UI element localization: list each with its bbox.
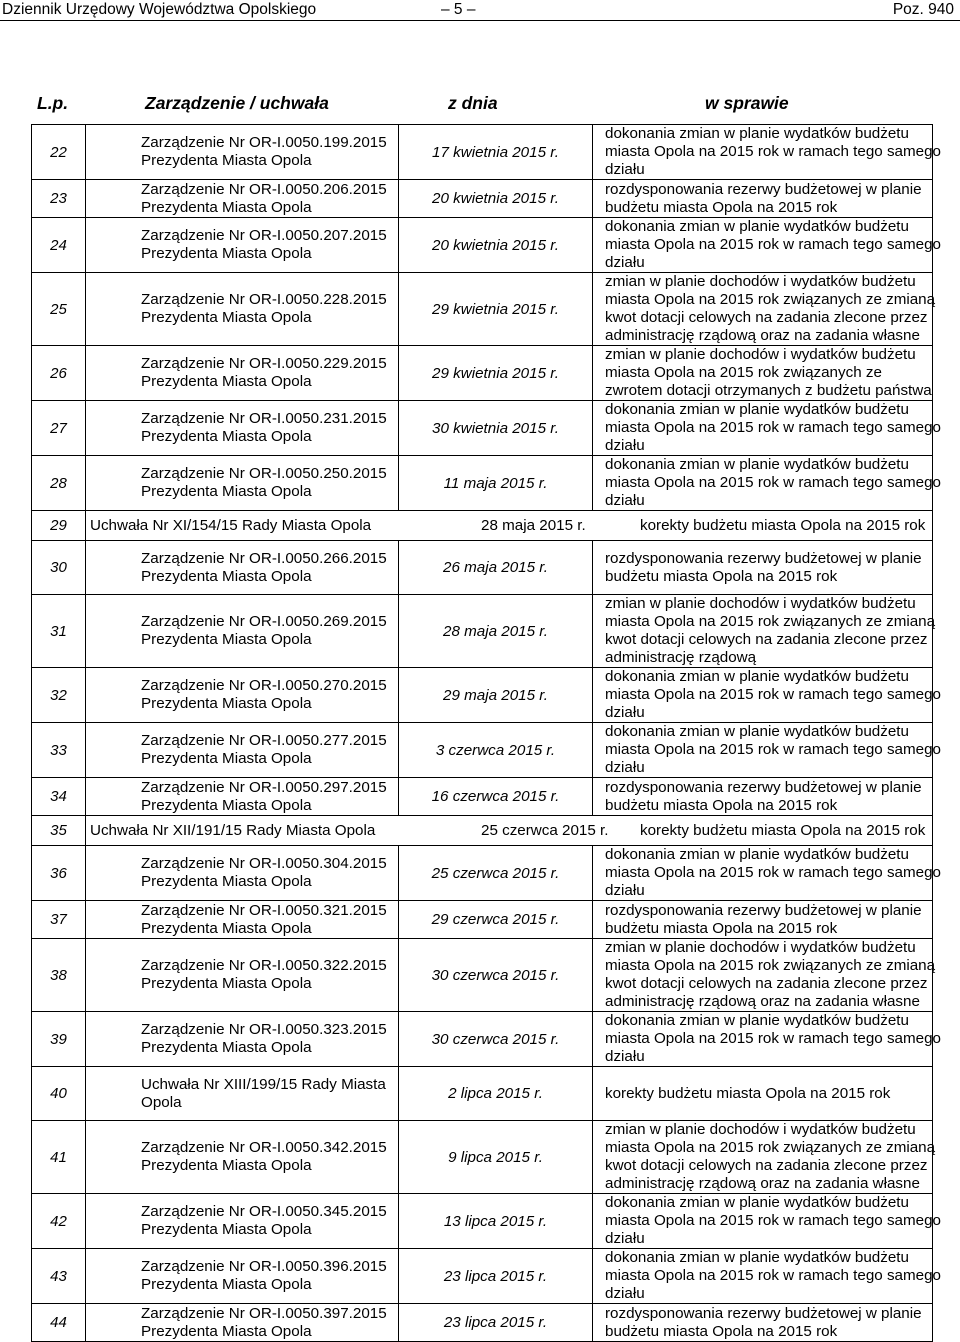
- row-number: 27: [32, 401, 86, 456]
- date-cell: 26 maja 2015 r.: [399, 541, 593, 595]
- date-cell: 29 czerwca 2015 r.: [399, 901, 593, 939]
- subject-cell: [593, 595, 936, 668]
- subject-cell: [593, 125, 941, 180]
- act-line: Zarządzenie Nr OR-I.0050.322.2015: [141, 957, 387, 974]
- table-row: [32, 846, 933, 901]
- act-line: Zarządzenie Nr OR-I.0050.396.2015: [141, 1258, 387, 1275]
- table-row: [32, 541, 933, 595]
- table-row: [32, 1194, 933, 1249]
- table-row: [32, 1121, 933, 1194]
- inline-row-content: [86, 816, 933, 846]
- date-cell: 17 kwietnia 2015 r.: [399, 125, 593, 180]
- act-line: Zarządzenie Nr OR-I.0050.345.2015: [141, 1203, 387, 1220]
- act-line: Opola: [141, 1093, 182, 1111]
- subject-line: miasta Opola na 2015 rok w ramach tego samego: [605, 864, 941, 881]
- act-line: Prezydenta Miasta Opola: [141, 309, 312, 326]
- subject-cell: [593, 939, 936, 1012]
- act-cell: [86, 346, 399, 401]
- subject-line: działu: [605, 1285, 645, 1302]
- page-header: [0, 0, 960, 21]
- subject-cell: [593, 723, 941, 778]
- date-cell: 23 lipca 2015 r.: [399, 1304, 593, 1342]
- row-number: 36: [32, 846, 86, 901]
- subject-line: miasta Opola na 2015 rok w ramach tego samego: [605, 741, 941, 758]
- act-cell: [86, 595, 399, 668]
- page-number: – 5 –: [441, 1, 476, 18]
- subject-line: rozdysponowania rezerwy budżetowej w planie: [605, 1304, 922, 1322]
- table-row: [32, 180, 933, 218]
- subject-line: miasta Opola na 2015 rok w ramach tego samego: [605, 1267, 941, 1284]
- act-cell: [86, 1067, 399, 1121]
- table-row: [32, 346, 933, 401]
- subject-line: administrację rządową: [605, 649, 757, 666]
- date-cell: 25 czerwca 2015 r.: [399, 846, 593, 901]
- subject-line: miasta Opola na 2015 rok w ramach tego samego: [605, 419, 941, 436]
- act-line: Zarządzenie Nr OR-I.0050.304.2015: [141, 855, 387, 872]
- table-row: [32, 1249, 933, 1304]
- date-cell: 30 kwietnia 2015 r.: [399, 401, 593, 456]
- table-row: [32, 1304, 933, 1342]
- act-line: Prezydenta Miasta Opola: [141, 1322, 312, 1340]
- row-number: 41: [32, 1121, 86, 1194]
- date-cell: 11 maja 2015 r.: [399, 456, 593, 511]
- row-number: 40: [32, 1067, 86, 1121]
- act-subject: korekty budżetu miasta Opola na 2015 rok: [640, 517, 926, 534]
- row-number: 38: [32, 939, 86, 1012]
- subject-line: kwot dotacji celowych na zadania zlecone przez: [605, 975, 928, 992]
- act-subject: korekty budżetu miasta Opola na 2015 rok: [640, 822, 926, 839]
- act-line: Zarządzenie Nr OR-I.0050.228.2015: [141, 291, 387, 308]
- date-cell: 29 kwietnia 2015 r.: [399, 273, 593, 346]
- date-cell: 29 kwietnia 2015 r.: [399, 346, 593, 401]
- act-line: Zarządzenie Nr OR-I.0050.266.2015: [141, 549, 387, 567]
- subject-line: miasta Opola na 2015 rok w ramach tego samego: [605, 474, 941, 491]
- act-line: Zarządzenie Nr OR-I.0050.342.2015: [141, 1139, 387, 1156]
- subject-cell: [593, 1249, 941, 1304]
- subject-line: dokonania zmian w planie wydatków budżetu: [605, 218, 909, 235]
- act-line: Prezydenta Miasta Opola: [141, 198, 312, 216]
- row-number: 25: [32, 273, 86, 346]
- subject-line: dokonania zmian w planie wydatków budżetu: [605, 125, 909, 142]
- subject-line: dokonania zmian w planie wydatków budżetu: [605, 668, 909, 685]
- subject-cell: [593, 1194, 941, 1249]
- subject-line: miasta Opola na 2015 rok w ramach tego samego: [605, 143, 941, 160]
- subject-line: budżetu miasta Opola na 2015 rok: [605, 567, 838, 585]
- act-line: Zarządzenie Nr OR-I.0050.206.2015: [141, 180, 387, 198]
- row-number: 30: [32, 541, 86, 595]
- act-line: Prezydenta Miasta Opola: [141, 975, 312, 992]
- subject-line: działu: [605, 759, 645, 776]
- act-cell: [86, 541, 399, 595]
- row-number: 29: [32, 511, 86, 541]
- row-number: 28: [32, 456, 86, 511]
- act-cell: [86, 273, 399, 346]
- subject-line: działu: [605, 437, 645, 454]
- date-cell: 20 kwietnia 2015 r.: [399, 218, 593, 273]
- date-cell: 29 maja 2015 r.: [399, 668, 593, 723]
- act-line: Prezydenta Miasta Opola: [141, 1157, 312, 1174]
- act-cell: [86, 1249, 399, 1304]
- subject-line: działu: [605, 704, 645, 721]
- subject-cell: [593, 778, 933, 816]
- subject-line: rozdysponowania rezerwy budżetowej w planie: [605, 180, 922, 198]
- row-number: 39: [32, 1012, 86, 1067]
- act-cell: [86, 456, 399, 511]
- position-number: Poz. 940: [892, 1, 954, 18]
- subject-cell: [593, 273, 936, 346]
- subject-line: dokonania zmian w planie wydatków budżetu: [605, 401, 909, 418]
- subject-line: administrację rządową oraz na zadania własne: [605, 993, 920, 1010]
- subject-line: miasta Opola na 2015 rok związanych ze zmianą: [605, 613, 936, 630]
- table-row: [32, 125, 933, 180]
- act-line: Prezydenta Miasta Opola: [141, 873, 312, 890]
- subject-line: działu: [605, 1230, 645, 1247]
- subject-line: zmian w planie dochodów i wydatków budżetu: [605, 273, 916, 290]
- act-line: Zarządzenie Nr OR-I.0050.277.2015: [141, 732, 387, 749]
- subject-line: administrację rządową oraz na zadania własne: [605, 1175, 920, 1192]
- act-line: Prezydenta Miasta Opola: [141, 245, 312, 262]
- row-number: 23: [32, 180, 86, 218]
- row-number: 22: [32, 125, 86, 180]
- subject-cell: [593, 901, 933, 939]
- row-number: 42: [32, 1194, 86, 1249]
- subject-line: działu: [605, 161, 645, 178]
- subject-line: korekty budżetu miasta Opola na 2015 rok: [605, 1084, 891, 1102]
- subject-line: budżetu miasta Opola na 2015 rok: [605, 198, 838, 216]
- subject-line: zwrotem dotacji otrzymanych z budżetu państwa: [605, 382, 932, 399]
- act-line: Prezydenta Miasta Opola: [141, 631, 312, 648]
- act-cell: [86, 401, 399, 456]
- subject-line: zmian w planie dochodów i wydatków budżetu: [605, 1121, 916, 1138]
- subject-line: miasta Opola na 2015 rok w ramach tego samego: [605, 1212, 941, 1229]
- acts-table: [31, 124, 941, 1342]
- act-line: Zarządzenie Nr OR-I.0050.270.2015: [141, 677, 387, 694]
- act-line: Zarządzenie Nr OR-I.0050.269.2015: [141, 613, 387, 630]
- act-cell: [86, 1304, 399, 1342]
- act-cell: [86, 901, 399, 939]
- subject-line: dokonania zmian w planie wydatków budżetu: [605, 1249, 909, 1266]
- subject-cell: [593, 541, 933, 595]
- subject-cell: [593, 180, 933, 218]
- subject-line: miasta Opola na 2015 rok związanych ze zmianą: [605, 957, 936, 974]
- act-date: 25 czerwca 2015 r.: [481, 822, 609, 839]
- act-line: Prezydenta Miasta Opola: [141, 483, 312, 500]
- subject-cell: [593, 668, 941, 723]
- table-row: [32, 595, 933, 668]
- subject-cell: [593, 346, 933, 401]
- subject-line: zmian w planie dochodów i wydatków budżetu: [605, 939, 916, 956]
- row-number: 24: [32, 218, 86, 273]
- column-header-subject: w sprawie: [705, 93, 789, 113]
- date-cell: 28 maja 2015 r.: [399, 595, 593, 668]
- subject-line: dokonania zmian w planie wydatków budżetu: [605, 456, 909, 473]
- subject-line: miasta Opola na 2015 rok w ramach tego samego: [605, 236, 941, 253]
- act-line: Zarządzenie Nr OR-I.0050.229.2015: [141, 355, 387, 372]
- act-cell: [86, 180, 399, 218]
- subject-line: dokonania zmian w planie wydatków budżetu: [605, 1012, 909, 1029]
- table-row: [32, 901, 933, 939]
- subject-line: miasta Opola na 2015 rok związanych ze zmianą: [605, 1139, 936, 1156]
- act-line: Zarządzenie Nr OR-I.0050.250.2015: [141, 465, 387, 482]
- date-cell: 30 czerwca 2015 r.: [399, 939, 593, 1012]
- column-header-act: Zarządzenie / uchwała: [145, 93, 329, 113]
- table-row: [32, 668, 933, 723]
- act-line: Zarządzenie Nr OR-I.0050.321.2015: [141, 901, 387, 919]
- date-cell: 2 lipca 2015 r.: [399, 1067, 593, 1121]
- row-number: 33: [32, 723, 86, 778]
- row-number: 26: [32, 346, 86, 401]
- row-number: 44: [32, 1304, 86, 1342]
- acts-table-body: [32, 125, 941, 1342]
- act-cell: [86, 218, 399, 273]
- subject-line: rozdysponowania rezerwy budżetowej w planie: [605, 778, 922, 796]
- act-line: Prezydenta Miasta Opola: [141, 567, 312, 585]
- table-row: [32, 273, 933, 346]
- table-row: [32, 1067, 933, 1121]
- act-line: Zarządzenie Nr OR-I.0050.231.2015: [141, 410, 387, 427]
- subject-line: działu: [605, 1048, 645, 1065]
- act-title: Uchwała Nr XI/154/15 Rady Miasta Opola: [90, 517, 372, 534]
- table-row: [32, 723, 933, 778]
- act-date: 28 maja 2015 r.: [481, 517, 586, 534]
- act-cell: [86, 846, 399, 901]
- subject-cell: [593, 1067, 933, 1121]
- subject-line: działu: [605, 254, 645, 271]
- subject-cell: [593, 1121, 936, 1194]
- subject-line: kwot dotacji celowych na zadania zlecone przez: [605, 1157, 928, 1174]
- row-number: 43: [32, 1249, 86, 1304]
- act-line: Zarządzenie Nr OR-I.0050.199.2015: [141, 134, 387, 151]
- table-row: [32, 401, 933, 456]
- act-line: Prezydenta Miasta Opola: [141, 373, 312, 390]
- act-cell: [86, 668, 399, 723]
- act-line: Prezydenta Miasta Opola: [141, 750, 312, 767]
- inline-row-content: [86, 511, 933, 541]
- subject-line: zmian w planie dochodów i wydatków budżetu: [605, 595, 916, 612]
- act-line: Prezydenta Miasta Opola: [141, 1039, 312, 1056]
- subject-cell: [593, 218, 941, 273]
- table-row: [32, 511, 933, 541]
- row-number: 37: [32, 901, 86, 939]
- column-header-lp: L.p.: [37, 93, 69, 113]
- subject-line: administrację rządową oraz na zadania własne: [605, 327, 920, 344]
- subject-cell: [593, 456, 941, 511]
- act-line: Zarządzenie Nr OR-I.0050.297.2015: [141, 778, 387, 796]
- table-row: [32, 456, 933, 511]
- date-cell: 30 czerwca 2015 r.: [399, 1012, 593, 1067]
- date-cell: 9 lipca 2015 r.: [399, 1121, 593, 1194]
- subject-line: działu: [605, 492, 645, 509]
- act-cell: [86, 1194, 399, 1249]
- table-row: [32, 939, 933, 1012]
- column-header-date: z dnia: [448, 93, 498, 113]
- act-line: Prezydenta Miasta Opola: [141, 919, 312, 937]
- act-line: Prezydenta Miasta Opola: [141, 796, 312, 814]
- subject-cell: [593, 401, 941, 456]
- act-line: Uchwała Nr XIII/199/15 Rady Miasta: [141, 1075, 386, 1093]
- date-cell: 3 czerwca 2015 r.: [399, 723, 593, 778]
- act-line: Zarządzenie Nr OR-I.0050.323.2015: [141, 1021, 387, 1038]
- act-cell: [86, 778, 399, 816]
- row-number: 35: [32, 816, 86, 846]
- act-title: Uchwała Nr XII/191/15 Rady Miasta Opola: [90, 822, 376, 839]
- row-number: 31: [32, 595, 86, 668]
- act-line: Prezydenta Miasta Opola: [141, 695, 312, 712]
- act-line: Prezydenta Miasta Opola: [141, 152, 312, 169]
- date-cell: 23 lipca 2015 r.: [399, 1249, 593, 1304]
- journal-title: Dziennik Urzędowy Województwa Opolskiego: [2, 1, 317, 18]
- act-cell: [86, 723, 399, 778]
- act-cell: [86, 1012, 399, 1067]
- subject-line: kwot dotacji celowych na zadania zlecone przez: [605, 631, 928, 648]
- subject-line: miasta Opola na 2015 rok związanych ze: [605, 364, 882, 381]
- subject-line: budżetu miasta Opola na 2015 rok: [605, 1322, 838, 1340]
- subject-line: miasta Opola na 2015 rok w ramach tego samego: [605, 686, 941, 703]
- subject-cell: [593, 1012, 941, 1067]
- subject-line: dokonania zmian w planie wydatków budżetu: [605, 1194, 909, 1211]
- table-row: [32, 1012, 933, 1067]
- row-number: 34: [32, 778, 86, 816]
- subject-line: rozdysponowania rezerwy budżetowej w planie: [605, 901, 922, 919]
- subject-line: dokonania zmian w planie wydatków budżetu: [605, 846, 909, 863]
- act-line: Prezydenta Miasta Opola: [141, 1276, 312, 1293]
- subject-line: zmian w planie dochodów i wydatków budżetu: [605, 346, 916, 363]
- table-row: [32, 218, 933, 273]
- subject-line: budżetu miasta Opola na 2015 rok: [605, 796, 838, 814]
- act-line: Zarządzenie Nr OR-I.0050.397.2015: [141, 1304, 387, 1322]
- subject-line: miasta Opola na 2015 rok w ramach tego samego: [605, 1030, 941, 1047]
- subject-line: dokonania zmian w planie wydatków budżetu: [605, 723, 909, 740]
- act-cell: [86, 125, 399, 180]
- subject-line: rozdysponowania rezerwy budżetowej w planie: [605, 549, 922, 567]
- act-line: Zarządzenie Nr OR-I.0050.207.2015: [141, 227, 387, 244]
- date-cell: 20 kwietnia 2015 r.: [399, 180, 593, 218]
- subject-cell: [593, 1304, 933, 1342]
- act-cell: [86, 939, 399, 1012]
- subject-line: działu: [605, 882, 645, 899]
- subject-line: kwot dotacji celowych na zadania zlecone przez: [605, 309, 928, 326]
- row-number: 32: [32, 668, 86, 723]
- subject-cell: [593, 846, 941, 901]
- date-cell: 16 czerwca 2015 r.: [399, 778, 593, 816]
- act-line: Prezydenta Miasta Opola: [141, 1221, 312, 1238]
- subject-line: miasta Opola na 2015 rok związanych ze zmianą: [605, 291, 936, 308]
- act-cell: [86, 1121, 399, 1194]
- act-line: Prezydenta Miasta Opola: [141, 428, 312, 445]
- date-cell: 13 lipca 2015 r.: [399, 1194, 593, 1249]
- subject-line: budżetu miasta Opola na 2015 rok: [605, 919, 838, 937]
- table-row: [32, 778, 933, 816]
- table-row: [32, 816, 933, 846]
